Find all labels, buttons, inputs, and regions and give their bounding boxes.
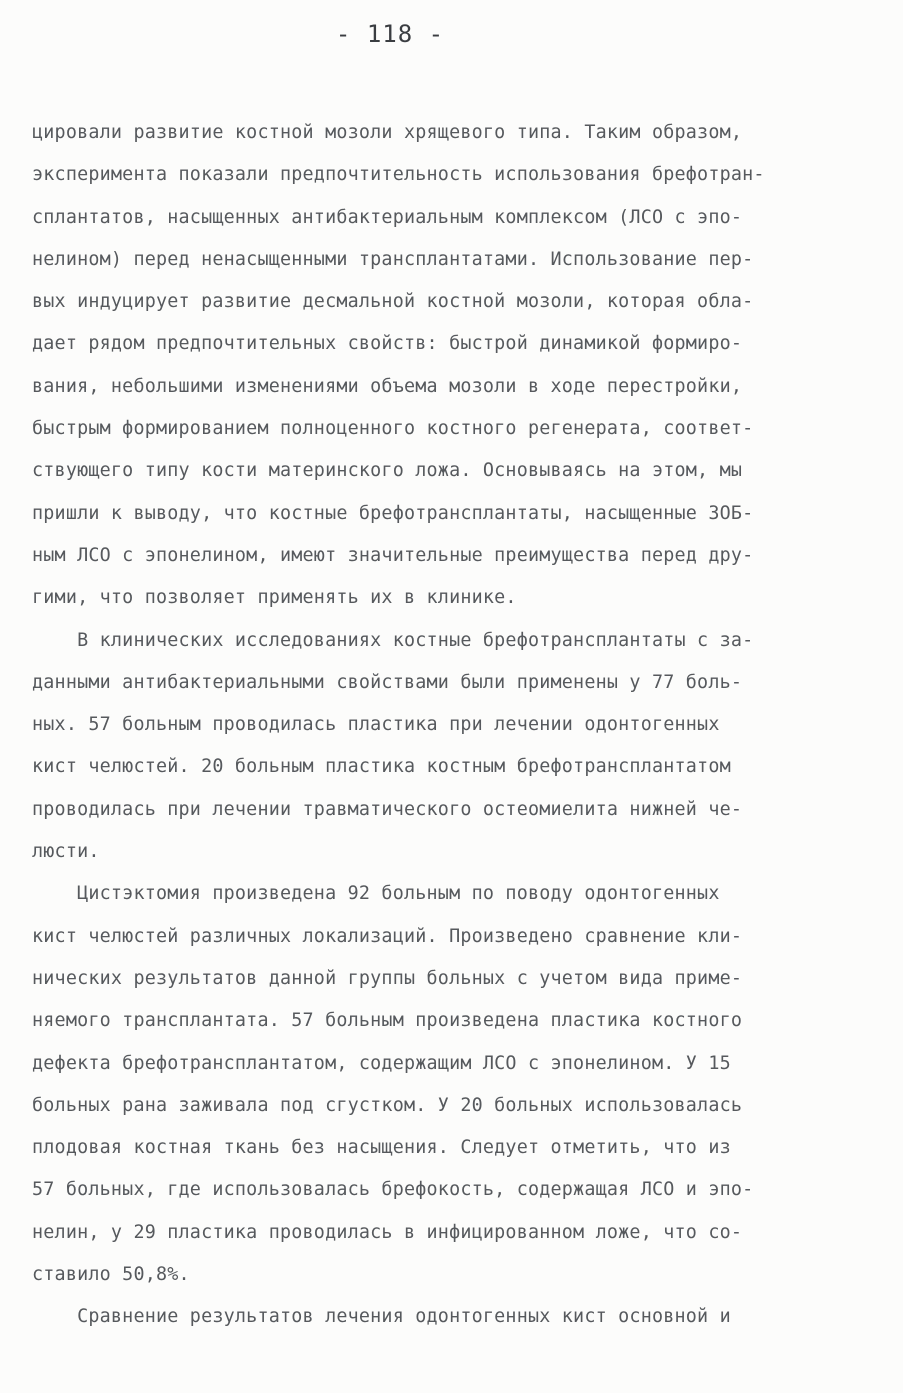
- text-line: люсти.: [32, 841, 100, 863]
- text-line: пришли к выводу, что костные брефотрансплантаты, насыщенные ЗОБ-: [32, 502, 754, 524]
- text-line: нических результатов данной группы больных с учетом вида приме-: [32, 967, 743, 989]
- text-line: ставило 50,8%.: [32, 1264, 190, 1286]
- page-number: - 118 -: [335, 20, 445, 48]
- text-line: Сравнение результатов лечения одонтогенных кист основной и: [32, 1306, 731, 1328]
- text-line: кист челюстей. 20 больным пластика костным брефотрансплантатом: [32, 756, 731, 778]
- text-line: вания, небольшими изменениями объема мозоли в ходе перестройки,: [32, 375, 743, 397]
- text-line: больных рана заживала под сгустком. У 20 больных использовалась: [32, 1094, 743, 1116]
- text-line: плодовая костная ткань без насыщения. Следует отметить, что из: [32, 1137, 731, 1159]
- text-line: ствующего типу кости материнского ложа. Основываясь на этом, мы: [32, 460, 743, 482]
- text-line: 57 больных, где использовалась брефокость, содержащая ЛСО и эпо-: [32, 1179, 754, 1201]
- paragraph-2: [32, 620, 872, 874]
- text-line: данными антибактериальными свойствами были применены у 77 боль-: [32, 671, 743, 693]
- text-line: вых индуцирует развитие десмальной костной мозоли, которая обла-: [32, 291, 754, 313]
- text-line: цировали развитие костной мозоли хрящевого типа. Таким образом,: [32, 122, 743, 143]
- paragraph-3: [32, 873, 872, 1296]
- text-line: няемого трансплантата. 57 больным произведена пластика костного: [32, 1010, 743, 1032]
- text-line: нелин, у 29 пластика проводилась в инфицированном ложе, что со-: [32, 1221, 743, 1243]
- text-line: ных. 57 больным проводилась пластика при лечении одонтогенных: [32, 714, 720, 736]
- text-line: Цистэктомия произведена 92 больным по поводу одонтогенных: [32, 883, 720, 905]
- body-text: [32, 112, 872, 1339]
- text-line: ным ЛСО с эпонелином, имеют значительные преимущества перед дру-: [32, 544, 754, 566]
- text-line: быстрым формированием полноценного костного регенерата, соответ-: [32, 418, 754, 440]
- text-line: нелином) перед ненасыщенными трансплантатами. Использование пер-: [32, 248, 754, 270]
- text-line: проводилась при лечении травматического остеомиелита нижней че-: [32, 798, 743, 820]
- text-line: дефекта брефотрансплантатом, содержащим ЛСО с эпонелином. У 15: [32, 1052, 731, 1074]
- paragraph-1: [32, 112, 872, 620]
- text-line: кист челюстей различных локализаций. Произведено сравнение кли-: [32, 925, 743, 947]
- text-line: гими, что позволяет применять их в клинике.: [32, 587, 517, 609]
- text-line: В клинических исследованиях костные брефотрансплантаты с за-: [32, 629, 754, 651]
- text-line: сплантатов, насыщенных антибактериальным комплексом (ЛСО с эпо-: [32, 206, 743, 228]
- text-line: дает рядом предпочтительных свойств: быстрой динамикой формиро-: [32, 333, 743, 355]
- paragraph-4: [32, 1296, 872, 1338]
- text-line: эксперимента показали предпочтительность использования брефотран-: [32, 164, 765, 186]
